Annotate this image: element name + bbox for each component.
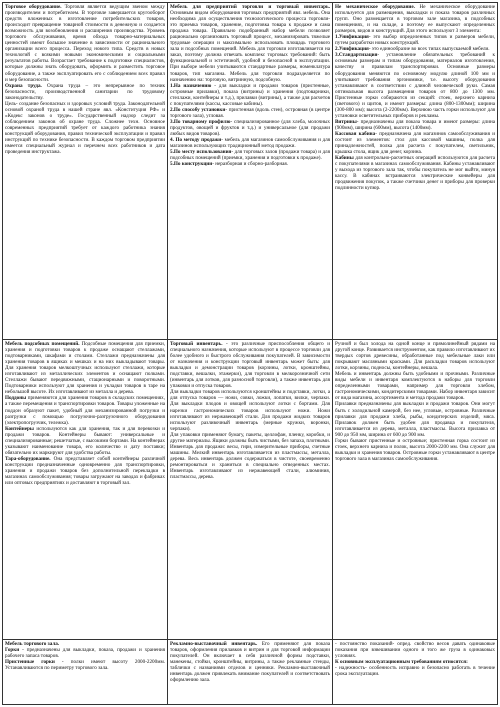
- paragraph-text: Не механическое оборудование используется для размещения, выкладки и показа товаров различных групп. Оно размещается в торговом зале магазина, в подсобных помещениях, и на складе, а поэтому ее выпускают определенных размеров, видов и конструкций. Для этого используют 3 элемента:: [335, 4, 495, 35]
- paragraph-text: - мебель для магазинов самообслуживания и для магазинов использующих традиционный метод продажи.: [170, 137, 330, 150]
- paragraph: [335, 438, 495, 462]
- table-row: [3, 3, 497, 340]
- paragraph-heading: Поддоны: [5, 395, 27, 402]
- paragraph: [170, 107, 330, 119]
- paragraph-heading: Торговый инвентарь.: [170, 341, 223, 347]
- text-cell: [168, 3, 333, 339]
- paragraph: [5, 647, 165, 659]
- paragraph-text: применяются для хранения товаров в складских помещениях, а также перемещения и транспортировки товаров. Товары уложенные на поддон образуют пакет, удобный для механизированной погрузки и разгрузки с помощью погрузочно-разгрузочного оборудования (электропогрузчик, тележка).: [5, 395, 165, 426]
- paragraph-text: Ручной и был холода на одной конце и прямолинейный рядами на другой конце. Развивается инструментом, как правило изготавливают их твердых сортов древесины, обработанные под мебельные лаки или покрывают масляными красками. Для раскладки товаров используют лотки, корзины, подносы, контейнеры, вешала.: [335, 341, 495, 372]
- paragraph: [335, 4, 495, 34]
- text-cell: [168, 340, 333, 639]
- paragraph: [170, 4, 330, 83]
- paragraph: [5, 83, 165, 101]
- paragraph-heading: Витрины: [335, 118, 357, 125]
- paragraph-text: Торговля является ведущим звеном между производителем и потребителем. В торговле завершается кругооборот средств вложенных в изготовление потребительских товаров, происходит превращение товарной стоимости в денежную и создается возможность для возобновления и расширения производства. Уровень торгового обслуживания, время обхода товарно-материальных ценностей имеют большое значение в зависимости от рационального организации всего процесса. Переход нового типа. Средств в новых технологий с всякими новыми экономическими и социальными результатов работы. Возрастает требование к подготовке специалистов, которые должны знать оборудовать, оформить и разместить торговое оборудование, а также эксплуатировать его с соблюдением всех правил и мер безопасности.: [5, 4, 165, 83]
- paragraph-heading: 1.Унификация: [335, 34, 369, 41]
- paragraph-text: Мебель и инвентарь должны быть удобными и прочными. Различные виды мебели и инвентаря комплектуются в наборы для торговли определенными товарами, например для торговли хлебом, гастрономическими, кондитерскими товарами. Набор инвентаря зависит от вида магазина, ассортимента и метода продажи товаров.: [335, 371, 495, 402]
- paragraph-heading: Мебель подсобных помещений.: [5, 341, 80, 347]
- table-row: [3, 340, 497, 640]
- paragraph-heading: 5.По конструкции: [170, 161, 213, 168]
- text-cell: [333, 640, 497, 705]
- paragraph: [5, 395, 165, 425]
- paragraph-text: Основным видом оборудования торговых предприятий явл. мебель. Она необходима для осуществления технологического процесса торговли- это приемка товаров, хранение, подготовка товара к продаже и сама продажа товара. Правильно подобранный набор мебели позволяет рационально организовать торговый процесс, механизировать тяжелые трудовые операции и максимально использовать площадь торгового зала и подсобных помещений. Мебель для торговли изготавливается на заказ, поэтому должна отвечать комплекс торговых требований: быть функциональной и эстетичной, удобной и безопасной в эксплуатации. При выборе мебели учитываются стандартные размеры, номенклатура товаров, тип магазина. Мебель для торговли подразделяется по назначению на: торговую, витринную, подсобную.: [170, 10, 330, 83]
- paragraph: [335, 155, 495, 191]
- paragraph: [170, 161, 330, 167]
- paragraph-heading: Мебель торгового зала.: [5, 641, 60, 647]
- paragraph-text: - это единообразие во всех типах выпускаемой мебели.: [368, 46, 490, 53]
- paragraph-heading: Горки: [5, 647, 20, 654]
- paragraph-text: - для торговых залов (продажи товара) и для подсобных помещений (приемки, хранения и подготовки к продаже).: [170, 149, 330, 162]
- paragraph-heading: Торговое оборудование.: [5, 4, 62, 10]
- paragraph: [5, 4, 165, 83]
- paragraph-text: - надежность- особенность исправно и безопасно работать в течение срока эксплуатации.: [335, 665, 495, 678]
- paragraph-text: - это различные приспособления общего и специального назначения, которые используют в процессе торговли для более удобного и быстрого обслуживания покупателей. В зависимости от назначения и конструкции торговый инвентарь может быть: для выкладки и демонстрации товаров (корзины, лотки, кронштейны, подставки, вешалки, этажерки), для торговли в мелкорозничной сети (инвентарь для лотков, для разносной торговли), а также инвентарь для упаковки и отпуска товаров.: [170, 341, 331, 390]
- paragraph: [5, 341, 165, 395]
- paragraph: [335, 371, 495, 401]
- paragraph: [335, 34, 495, 46]
- paragraph: [170, 119, 330, 137]
- paragraph-text: - предназначены для выкладки, показа, продажи и хранения рабочего запаса товаров.: [5, 647, 165, 660]
- text-cell: [3, 3, 168, 339]
- paragraph-heading: Контейнеры: [5, 425, 34, 432]
- text-cell: [333, 3, 497, 339]
- paragraph-heading: Тара-оборудование.: [5, 455, 51, 462]
- paragraph-text: Подсобные помещения для приемки, хранения и подготовки товаров к продаже оснащают стеллажами, подтоварниками, шкафами и столами. Стеллажи предназначены для хранения товаров в ящиках и мешках и на них выкладывают товары. Для хранения товаров мелкоштучных используют стеллажи, которые изготавливают из металлических элементов и оснащают полками. Стеллажи бывают передвижными, стационарными и поворотными. Подтоварники используют для хранения и укладки товаров в таре на небольшой высоте. Их изготавливают из металла и дерева.: [5, 341, 165, 396]
- paragraph-heading: 5.По месту использования: [170, 149, 232, 156]
- paragraph: [335, 52, 495, 119]
- paragraph-text: Охрана труда – это непрерывное по техник безопасности, производственной санитарии по трудовому законодательству.: [5, 82, 166, 101]
- paragraph: [335, 665, 495, 677]
- paragraph-text: Для выкладки товаров используются кронштейны и подставки, лотки, а для отпуска товаров — ножи, совки, ложки, лопатки, вилки, черпаки. Для выкладки плодов и овощей используют лотки с бортами. Для нарезки гастрономических товаров используют ножи. Ножи изготавливают из нержавеющей стали. Для продажи жидких товаров используют разливочный инвентарь (мерные кружки, воронки, черпаки).: [170, 389, 330, 432]
- table-row: [3, 640, 497, 705]
- paragraph-heading: 3.По товарному профилю: [170, 118, 231, 125]
- paragraph-heading: 1.На назначению: [170, 82, 212, 89]
- paragraph-heading: 3.Стандартизация: [335, 52, 378, 59]
- paragraph-heading: Кассовая кабина: [335, 130, 376, 137]
- paragraph-text: для контрольно-расчетных операций используются для расчета с покупателями в магазинах самообслуживания. Кабины устанавливают у выхода из торгового зала так, чтобы покупатель не мог выйти, минуя кассу. В кабинах встраиваются электрические конвейеры для продвижения покупок, а также счетчики денег и приборы для проверки подлинности купюр.: [335, 155, 495, 192]
- paragraph: [5, 456, 165, 486]
- paragraph: [5, 659, 165, 671]
- paragraph-text: - пристенная (вдоль стен), островная (в центре торгового зала), угловая.: [170, 106, 331, 119]
- paragraph-text: Прилавки предназначены для выкладки и продажи товаров. Они могут быть с холодильной камерой, без нее, угловые, островные. Различные прилавки для продажи хлеба, рыбы, кондитерских изделий, мяса. Прилавок должен быть удобен для продавца и покупателя, изготавливается из дерева, металла, пластмассы. Высота прилавка от 900 до 950 мм, ширина от 600 до 900 мм.: [335, 401, 495, 438]
- paragraph-text: - для выкладки и продажи товаров (пристенные, островные прилавки), показа (витрины) и хранения (подтоварники, стеллажи, контейнеры и т.д.), прилавки (витрины), а также для расчетов с покупателями (кассы, кассовые кабины).: [170, 82, 330, 107]
- paragraph-text: используются как для хранения, так и для перевозки и продажи товаров. Контейнеры бывают: универсальные и специализированные; решетчатые, с высокими бортами. На контейнерах указывают наименование товара, его количество и дату поставки; обязательно их маркируют для удобства работы.: [5, 425, 165, 456]
- paragraph-text: Для упаковки применяют бумагу, пакеты, целлофан, пленку, коробки, и другие материалы. Ящики должны быть чистыми, без запаха, плотными. Инвентарь для продажи: весы, гири, измерительные приборы, счетные машины. Мелкий инвентарь изготавливается из пластмассы, металла, дерева. Весь инвентарь должен содержаться в чистоте, своевременно ремонтироваться и храниться в специально отведенных местах. Инвентарь изготавливают из нержавеющей стали, алюминия, пластмассы, дерева.: [170, 431, 330, 481]
- paragraph-heading: 2.Унификация: [335, 46, 369, 53]
- text-cell: [333, 340, 497, 639]
- paragraph: [335, 119, 495, 131]
- text-cell: [3, 640, 168, 705]
- text-cell: [3, 340, 168, 639]
- paragraph-text: - полки имеют высоту 2000-2200мм. Устанавливаются по периметру торгового зала.: [5, 659, 165, 672]
- paragraph: [5, 101, 165, 155]
- paragraph-text: Его применяют для показа товаров, оформления прилавков и витрин и для торговой информации покупателей. Он включает в себя различной формы подставки, манекены, стойки, кронштейны, витрины, а также рекламные стенды, таблички с названиями отделов и ценники. Рекламно-выставочный инвентарь должен привлекать внимание покупателей и соответствовать оформлению зала.: [170, 641, 331, 684]
- paragraph: [5, 426, 165, 456]
- paragraph: [170, 149, 330, 161]
- document-sheet: [2, 2, 498, 705]
- paragraph-text: - неразборная и сборно-разборная.: [212, 161, 289, 168]
- paragraph-heading: Рекламно-выставочный инвентарь.: [170, 641, 258, 647]
- paragraph: [335, 641, 495, 659]
- paragraph-heading: Пристенные горки: [5, 659, 55, 666]
- paragraph-text: - специализированное (для хлеба, молочных продуктов, овощей и фруктов и т.д.) и универсальное (для продажи любых видов товаров).: [170, 118, 330, 137]
- paragraph-text: Она представляет собой контейнеры различной конструкции предназначенные одновременно для транспортировки, хранения и продажи товаров без дополнительной перекладки в магазинах самообслуживания; товары загружают на заводах и фабриках или оптовых предприятиях и доставляют в торговый зал.: [5, 455, 165, 487]
- paragraph-text: - предназначены для показа товара и имеют размеры: длина (900мм), ширина (600мм), высота (1400мм).: [335, 118, 495, 131]
- paragraph: [170, 432, 330, 480]
- paragraph: [170, 137, 330, 149]
- paragraph-text: Горки бывают пристенные и островные; пристенная горка состоит из стоек, верхнего карниза и полок, высота 2000-2200 мм. Она служит для выкладки и хранения товаров. Островные горки устанавливают в центре торгового зала в магазинах самообслуживания.: [335, 437, 495, 462]
- paragraph: [335, 131, 495, 155]
- text-cell: [168, 640, 333, 705]
- paragraph-text: - постоянство показаний- опред. свойство весов давать одинаковые показания при взвешивании одного и того же груза в одинаковых условиях.: [335, 641, 495, 660]
- paragraph: [170, 341, 330, 389]
- paragraph-heading: Мебель для предприятий торговли и торговый инвентарь.: [170, 4, 330, 10]
- paragraph-heading: Охрана труда.: [5, 82, 42, 89]
- paragraph-text: - установление обязательных требований к основным размерам и типам оборудования, материалов изготовления, качеству и правилам транспортировки. Основные размеры оборудования меняются по основному модулю длиной 100 мм и учитывают требования эргономики, т.е. высоту оборудования устанавливают в соответствии с длиной человеческой руки. Самая оптимальная высота размещения товаров от 800 до 1300 мм. Пристенные горки собираются из секций: стоек, верхнего карниза (светового) и щитов, и имеют размеры: длина (800-1300мм); ширина (300-800 мм); высота (2-2200мм). Верхнюю часть горки используют для установки осветительных приборов и рекламы.: [335, 52, 495, 119]
- paragraph-heading: 2.По способу установки: [170, 106, 226, 113]
- paragraph: [335, 401, 495, 437]
- paragraph-heading: К основным эксплуатационным требованиям относятся:: [335, 659, 468, 666]
- paragraph-heading: 4. По методу продажи: [170, 137, 222, 144]
- paragraph-heading: Не механическое оборудование.: [335, 4, 415, 10]
- paragraph: [170, 641, 330, 683]
- paragraph: [335, 341, 495, 371]
- paragraph: [170, 83, 330, 107]
- paragraph-text: - предназначена для магазинов самообслуживания и состоит из элементов: стол для кассовой машины, полка для принадлежностей, полка для расчета с покупателем, светильник, крышка стола, ящик для денег, корзина.: [335, 130, 496, 156]
- paragraph-text: - это выбор определенных типов и размеров мебели, путем разработки новых конструкций.: [335, 34, 495, 47]
- paragraph: [170, 389, 330, 431]
- paragraph-text: Цель- создание безопасных и здоровых условий труда. Законодательной основой охраной труда в нашей стране явл. «Конституция РФ» и «Кодекс законов о труде». Государственный надзор следит за соблюдением законов об охране труда. Сложнее техн. Основное современных предприятий требует от каждого работника знания конструкций оборудования, правил технической эксплуатации и правил инструкций по технике безопасности. В каждом торговом предприятии имеется специальный журнал и перечнем всех работников и дата проведения инструктажа.: [5, 100, 165, 156]
- paragraph-heading: Кабины: [335, 155, 354, 162]
